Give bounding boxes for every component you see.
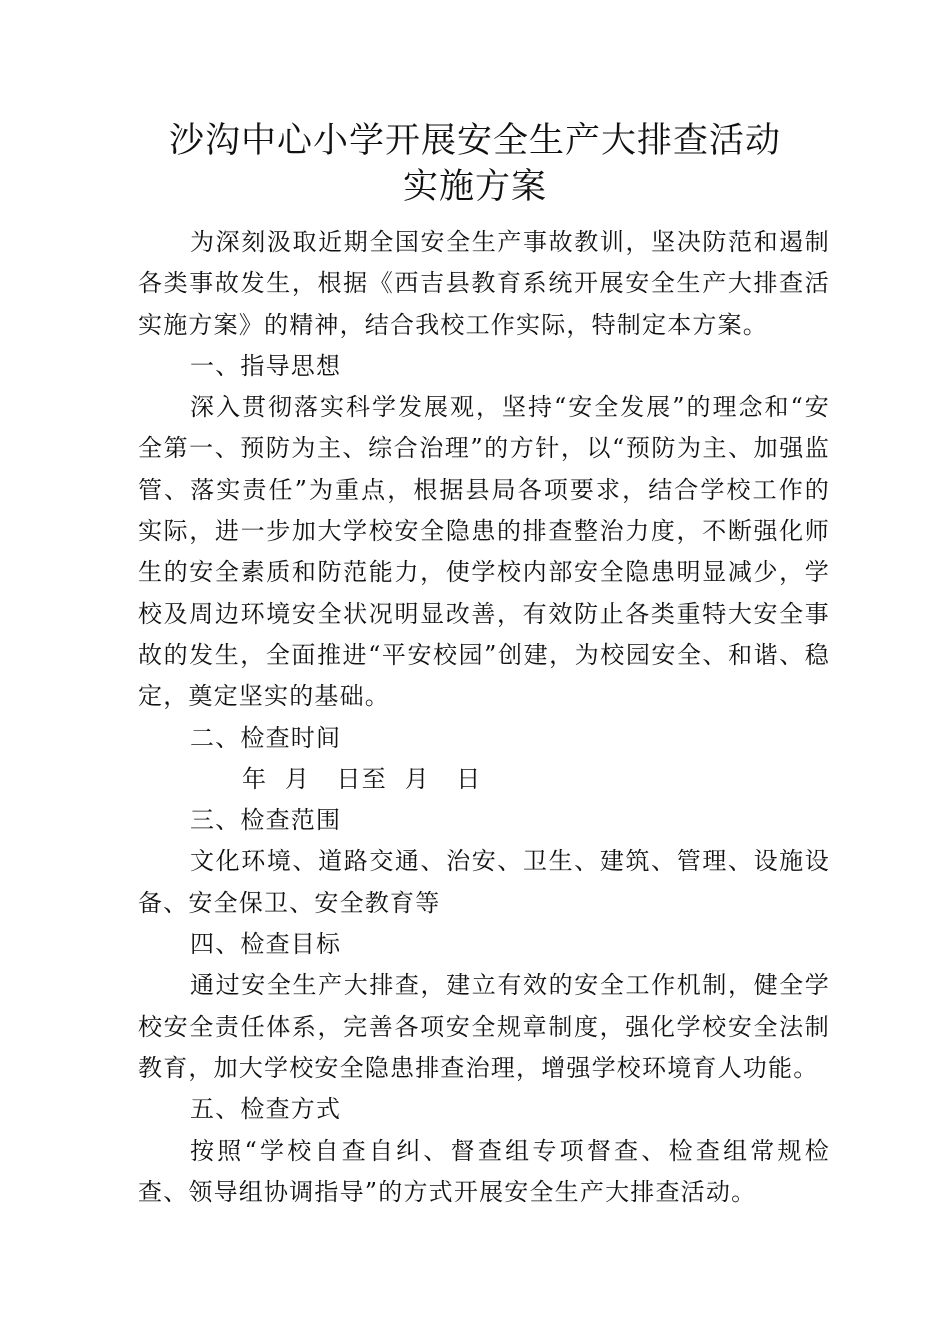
title-line-2: 实施方案: [402, 167, 547, 207]
section-heading-inspection-method: 五、检查方式: [190, 1095, 342, 1124]
intro-paragraph: 为深刻汲取近期全国安全生产事故教训，坚决防范和遏制各类事故发生，根据《西吉县教育系统开展安全生产大排查活实施方案》的精神，结合我校工作实际，特制定本方案。: [138, 228, 830, 339]
inspection-method-paragraph: 按照“学校自查自纠、督查组专项督查、检查组常规检查、领导组协调指导”的方式开展安全生产大排查活动。: [138, 1136, 830, 1206]
inspection-goal-paragraph: 通过安全生产大排查，建立有效的安全工作机制，健全学校安全责任体系，完善各项安全规章制度，强化学校安全法制教育，加大学校安全隐患排查治理，增强学校环境育人功能。: [138, 971, 830, 1082]
document-body: [138, 222, 830, 1213]
section-heading-guiding-thought: 一、指导思想: [190, 351, 342, 380]
guiding-thought-paragraph: 深入贯彻落实科学发展观，坚持“安全发展”的理念和“安全第一、预防为主、综合治理”的方针，以“预防为主、加强监管、落实责任”为重点，根据县局各项要求，结合学校工作的实际，进一步加大学校安全隐患的排查整治力度，不断强化师生的安全素质和防范能力，使学校内部安全隐患明显减少，学校及周边环境安全状况明显改善，有效防止各类重特大安全事故的发生，全面推进“平安校园”创建，为校园安全、和谐、稳定，奠定坚实的基础。: [138, 393, 830, 711]
inspection-scope-paragraph: 文化环境、道路交通、治安、卫生、建筑、管理、设施设备、安全保卫、安全教育等: [138, 847, 830, 917]
section-heading-inspection-scope: 三、检查范围: [190, 806, 342, 835]
inspection-date-line: 年 月 日至 月 日: [242, 764, 482, 793]
section-heading-inspection-time: 二、检查时间: [190, 723, 342, 752]
section-heading-inspection-goal: 四、检查目标: [190, 930, 342, 959]
document-title: [0, 118, 950, 210]
title-line-1: 沙沟中心小学开展安全生产大排查活动: [168, 121, 781, 161]
